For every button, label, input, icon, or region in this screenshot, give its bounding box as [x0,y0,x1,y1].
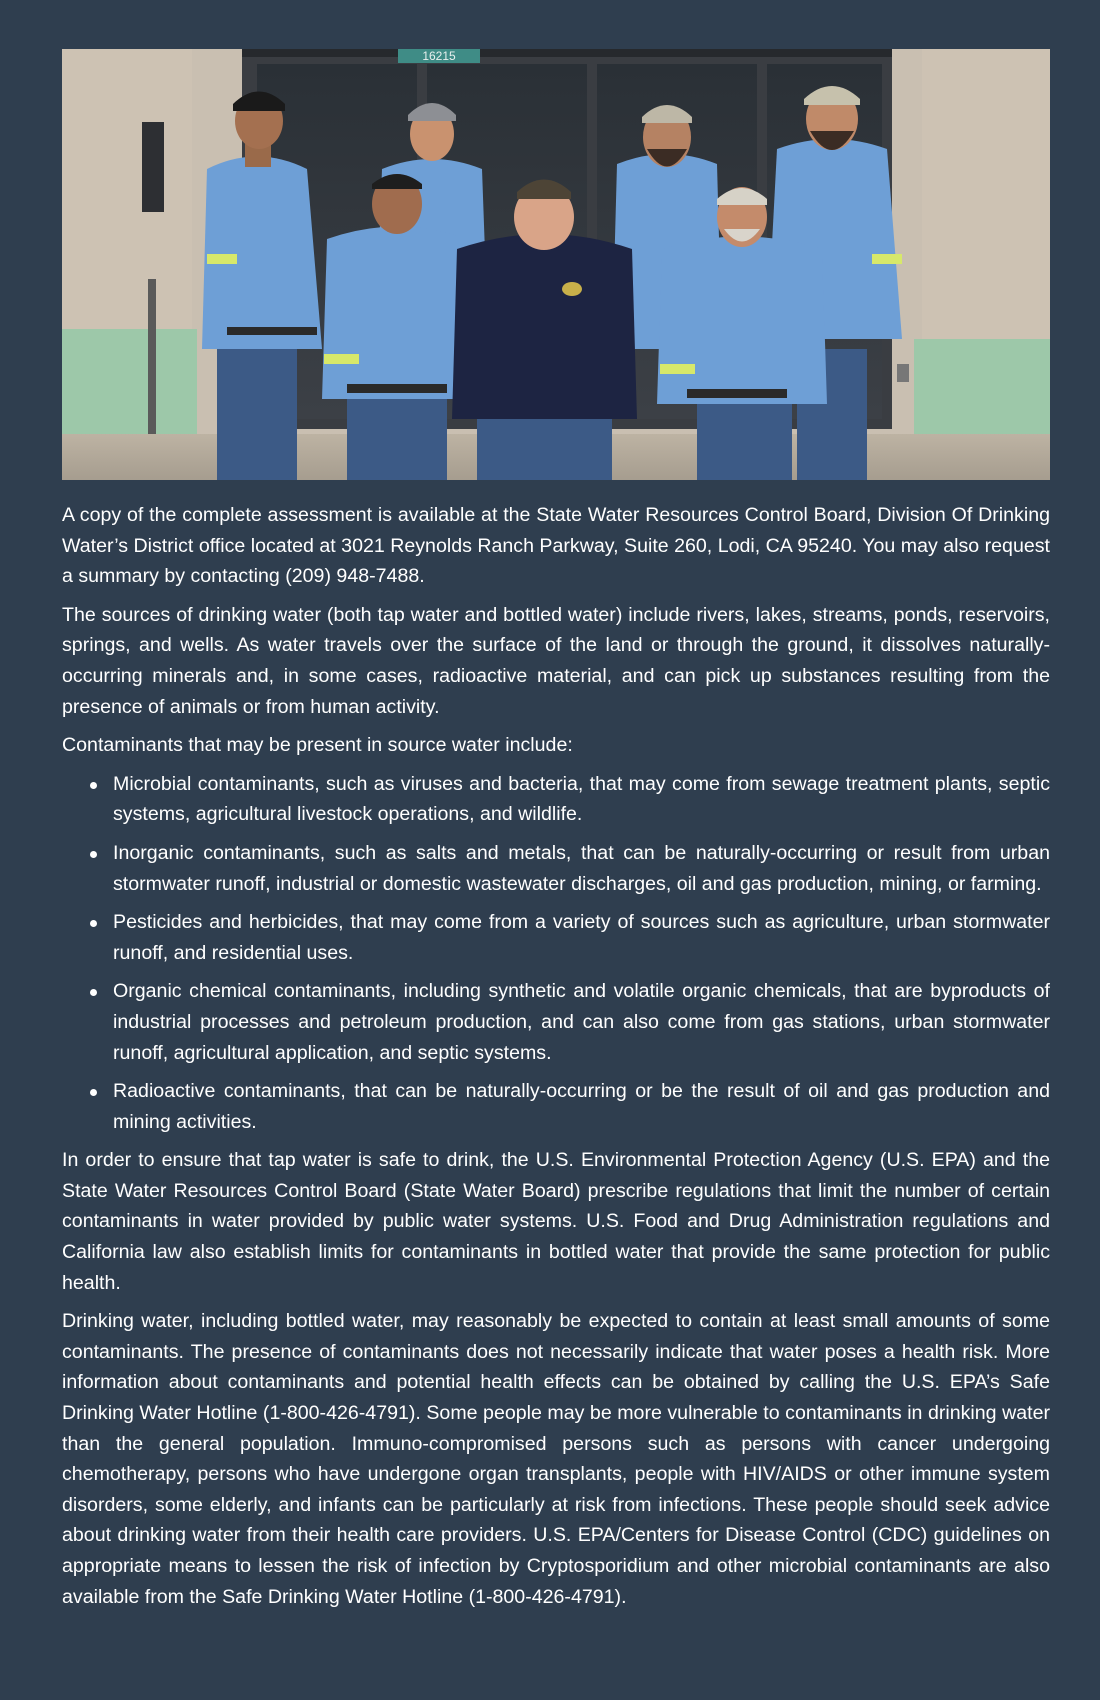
list-item-microbial: Microbial contaminants, such as viruses and bacteria, that may come from sewage treatment plants, septic systems, agricultural livestock operations, and wildlife. [62,769,1050,830]
list-item-pesticides: Pesticides and herbicides, that may come from a variety of sources such as agriculture, urban stormwater runoff, and residential uses. [62,907,1050,968]
paragraph-sources: The sources of drinking water (both tap water and bottled water) include rivers, lakes, streams, ponds, reservoirs, springs, and wells. As water travels over the surface of the land or through the ground, it dissolves naturally-occurring minerals and, in some cases, radioactive material, and can pick up substances resulting from the presence of animals or from human activity. [62,603,1050,718]
list-item-organic: Organic chemical contaminants, including synthetic and volatile organic chemicals, that are byproducts of industrial processes and petroleum production, and can also come from gas stations, urban stormwater runoff, agricultural application, and septic systems. [62,976,1050,1068]
contaminants-list [62,769,1050,1138]
paragraph-health: Drinking water, including bottled water, may reasonably be expected to contain at least small amounts of some contaminants. The presence of contaminants does not necessarily indicate that water poses a health risk. More information about contaminants and potential health effects can be obtained by calling the U.S. EPA’s Safe Drinking Water Hotline (1-800-426-4791). Some people may be more vulnerable to contaminants in drinking water than the general population. Immuno-compromised persons such as persons with cancer undergoing chemotherapy, persons who have undergone organ transplants, people with HIV/AIDS or other immune system disorders, some elderly, and infants can be particularly at risk from infections. These people should seek advice about drinking water from their health care providers. U.S. EPA/Centers for Disease Control (CDC) guidelines on appropriate means to lessen the risk of infection by Cryptosporidium and other microbial contaminants are also available from the Safe Drinking Water Hotline (1-800-426-4791). [62,1310,1050,1608]
team-photo [62,49,1050,480]
address-sign-text: 16215 [422,49,456,63]
paragraph-assessment: A copy of the complete assessment is available at the State Water Resources Control Board, Division Of Drinking Water’s District office located at 3021 Reynolds Ranch Parkway, Suite 260, Lodi, CA 95240. You may also request a summary by contacting (209) 948-7488. [62,504,1050,588]
list-item-inorganic: Inorganic contaminants, such as salts and metals, that can be naturally-occurring or result from urban stormwater runoff, industrial or domestic wastewater discharges, oil and gas production, mining, or farming. [62,838,1050,899]
paragraph-contaminants-intro: Contaminants that may be present in source water include: [62,734,573,757]
team-photo-illustration [62,49,1050,480]
list-item-radioactive: Radioactive contaminants, that can be naturally-occurring or be the result of oil and gas production and mining activities. [62,1076,1050,1137]
body-text [62,500,1050,1620]
paragraph-regulations: In order to ensure that tap water is safe to drink, the U.S. Environmental Protection Agency (U.S. EPA) and the State Water Resources Control Board (State Water Board) prescribe regulations that limit the number of certain contaminants in water provided by public water systems. U.S. Food and Drug Administration regulations and California law also establish limits for contaminants in bottled water that provide the same protection for public health. [62,1149,1050,1294]
